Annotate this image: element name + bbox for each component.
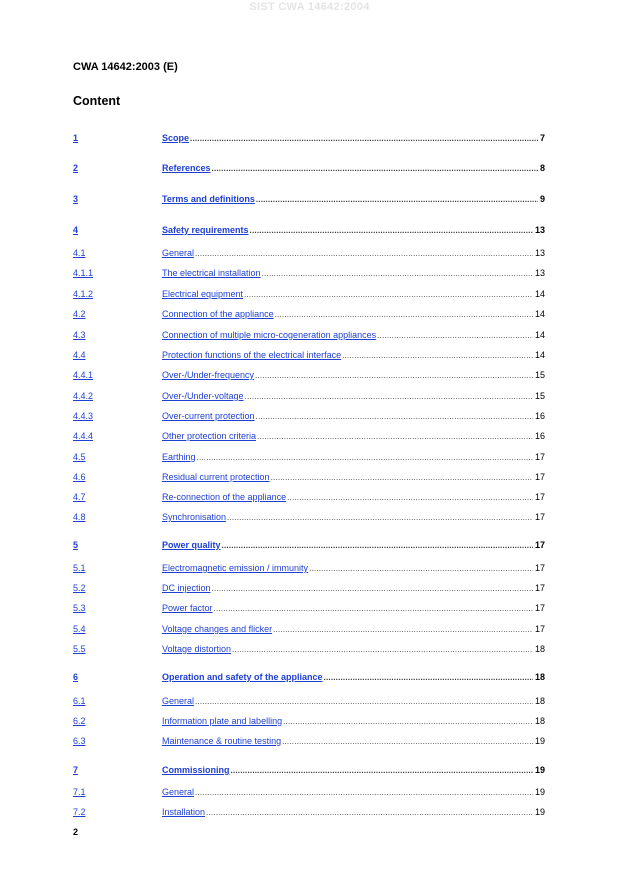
toc-entry-title-link[interactable]: General	[162, 696, 195, 706]
toc-entry-number-link[interactable]: 4.7	[73, 492, 86, 502]
toc-entry-number-link[interactable]: 4.3	[73, 330, 86, 340]
toc-entry-title-link[interactable]: Scope	[162, 133, 190, 143]
toc-entry	[73, 562, 545, 574]
toc-entry-page: 13	[534, 225, 545, 235]
toc-entry-line	[162, 643, 545, 656]
toc-entry-page: 17	[534, 452, 545, 462]
toc-entry-page: 16	[534, 411, 545, 421]
toc-dot-leader	[287, 492, 533, 504]
toc-entry	[73, 643, 545, 655]
toc-dot-leader	[195, 248, 533, 260]
toc-entry-number-link[interactable]: 4.5	[73, 452, 86, 462]
toc-entry	[73, 735, 545, 747]
toc-entry-number-link[interactable]: 4.6	[73, 472, 86, 482]
toc-entry-line	[162, 511, 545, 524]
toc-entry-title-link[interactable]: Over-/Under-frequency	[162, 370, 255, 380]
toc-entry-line	[162, 193, 545, 206]
toc-dot-leader	[256, 411, 533, 423]
toc-entry	[73, 162, 545, 174]
toc-entry-line	[162, 267, 545, 280]
watermark: SIST CWA 14642:2004	[249, 1, 370, 13]
toc-entry-page: 15	[534, 370, 545, 380]
toc-dot-leader	[262, 268, 533, 280]
toc-entry-number-link[interactable]: 4	[73, 225, 79, 235]
toc-dot-leader	[244, 289, 533, 301]
toc-entry-title-link[interactable]: Over-current protection	[162, 411, 255, 421]
toc-entry-number-link[interactable]: 4.1	[73, 248, 86, 258]
toc-entry-line	[162, 671, 545, 684]
toc-entry	[73, 430, 545, 442]
toc-entry-page: 18	[534, 696, 545, 706]
toc-entry-page: 18	[534, 716, 545, 726]
toc-entry-page: 18	[534, 672, 545, 682]
toc-entry	[73, 224, 545, 236]
toc-entry-line	[162, 247, 545, 260]
content-heading: Content	[73, 94, 121, 108]
toc-dot-leader	[324, 672, 533, 684]
toc-entry	[73, 602, 545, 614]
toc-entry-title-link[interactable]: Voltage changes and flicker	[162, 624, 273, 634]
toc-entry-page: 19	[534, 807, 545, 817]
toc-dot-leader	[275, 309, 533, 321]
toc-entry-title-link[interactable]: Commissioning	[162, 765, 230, 775]
toc-entry-title-link[interactable]: Power factor	[162, 603, 213, 613]
toc-entry-title-link[interactable]: Power quality	[162, 540, 221, 550]
toc-entry-title-link[interactable]: Connection of multiple micro-cogeneration appliances	[162, 330, 377, 340]
toc-entry-number-link[interactable]: 4.4.4	[73, 431, 94, 441]
toc-dot-leader	[342, 350, 533, 362]
toc-entry-number-link[interactable]: 5.3	[73, 603, 86, 613]
toc-entry-title-link[interactable]: References	[162, 163, 211, 173]
toc-entry-number-link[interactable]: 3	[73, 194, 79, 204]
toc-dot-leader	[231, 765, 533, 777]
toc-entry-line	[162, 695, 545, 708]
toc-entry-page: 17	[534, 492, 545, 502]
toc-entry-title-link[interactable]: Over-/Under-voltage	[162, 391, 244, 401]
toc-entry-page: 8	[539, 163, 545, 173]
toc-entry	[73, 786, 545, 798]
toc-dot-leader	[227, 512, 533, 524]
toc-entry-title-link[interactable]: Maintenance & routine testing	[162, 736, 282, 746]
toc-entry-page: 14	[534, 309, 545, 319]
toc-dot-leader	[197, 452, 533, 464]
toc-entry-line	[162, 764, 545, 777]
toc-dot-leader	[222, 540, 533, 552]
toc-entry-title-link[interactable]: Information plate and labelling	[162, 716, 283, 726]
toc-entry	[73, 623, 545, 635]
toc-entry-title-link[interactable]: Terms and definitions	[162, 194, 255, 204]
toc-entry-number-link[interactable]: 6.3	[73, 736, 86, 746]
toc-entry-line	[162, 602, 545, 615]
toc-entry-title-link[interactable]: Connection of the appliance	[162, 309, 274, 319]
toc-entry-page: 15	[534, 391, 545, 401]
toc-dot-leader	[190, 133, 538, 145]
toc-entry-line	[162, 539, 545, 552]
toc-entry-number-link[interactable]: 4.1.1	[73, 268, 94, 278]
toc-entry	[73, 288, 545, 300]
toc-entry-title-link[interactable]: Voltage distortion	[162, 644, 232, 654]
toc-entry-line	[162, 224, 545, 237]
toc-dot-leader	[255, 370, 533, 382]
toc-entry	[73, 369, 545, 381]
toc-entry-line	[162, 623, 545, 636]
toc-entry-number-link[interactable]: 5	[73, 540, 79, 550]
toc-entry-title-link[interactable]: Earthing	[162, 452, 196, 462]
toc-entry-page: 17	[534, 472, 545, 482]
toc-entry-page: 13	[534, 268, 545, 278]
toc-entry-title-link[interactable]: General	[162, 248, 195, 258]
toc-entry	[73, 193, 545, 205]
toc-entry-number-link[interactable]: 6.2	[73, 716, 86, 726]
toc-entry	[73, 410, 545, 422]
toc-entry-number-link[interactable]: 2	[73, 163, 79, 173]
toc-entry-page: 14	[534, 330, 545, 340]
toc-entry-line	[162, 715, 545, 728]
toc-entry-line	[162, 451, 545, 464]
toc-entry-title-link[interactable]: The electrical installation	[162, 268, 261, 278]
toc-entry-number-link[interactable]: 5.5	[73, 644, 86, 654]
toc-dot-leader	[257, 431, 533, 443]
toc-entry-page: 17	[534, 540, 545, 550]
toc-entry-page: 7	[539, 133, 545, 143]
toc-entry-number-link[interactable]: 5.2	[73, 583, 86, 593]
toc-dot-leader	[256, 194, 538, 206]
toc-entry-line	[162, 582, 545, 595]
toc-entry-line	[162, 562, 545, 575]
toc-entry	[73, 132, 545, 144]
toc-entry	[73, 715, 545, 727]
toc-entry	[73, 329, 545, 341]
toc-entry-line	[162, 132, 545, 145]
toc-entry-line	[162, 369, 545, 382]
toc-dot-leader	[195, 696, 533, 708]
toc-dot-leader	[271, 472, 533, 484]
toc-entry-page: 17	[534, 512, 545, 522]
toc-entry-line	[162, 288, 545, 301]
toc-entry-line	[162, 349, 545, 362]
toc-entry	[73, 308, 545, 320]
toc-entry-page: 19	[534, 736, 545, 746]
toc-entry-line	[162, 308, 545, 321]
toc-entry	[73, 764, 545, 776]
toc-entry-number-link[interactable]: 4.1.2	[73, 289, 94, 299]
toc-entry-line	[162, 410, 545, 423]
toc-entry-title-link[interactable]: Synchronisation	[162, 512, 227, 522]
toc-dot-leader	[273, 624, 533, 636]
toc-entry-number-link[interactable]: 7.1	[73, 787, 86, 797]
toc-entry	[73, 451, 545, 463]
toc-entry-title-link[interactable]: Re-connection of the appliance	[162, 492, 287, 502]
toc-entry-number-link[interactable]: 4.8	[73, 512, 86, 522]
toc-dot-leader	[245, 391, 533, 403]
toc-entry	[73, 390, 545, 402]
toc-entry-line	[162, 390, 545, 403]
toc-entry-line	[162, 329, 545, 342]
toc-entry-number-link[interactable]: 4.4.2	[73, 391, 94, 401]
toc-entry-page: 9	[539, 194, 545, 204]
toc-entry-title-link[interactable]: Operation and safety of the appliance	[162, 672, 323, 682]
toc-entry-number-link[interactable]: 5.1	[73, 563, 86, 573]
toc-dot-leader	[309, 563, 533, 575]
page-number: 2	[73, 827, 79, 837]
toc-entry	[73, 582, 545, 594]
toc-dot-leader	[232, 644, 533, 656]
toc-entry-number-link[interactable]: 1	[73, 133, 79, 143]
toc-entry-page: 17	[534, 624, 545, 634]
toc-dot-leader	[212, 163, 538, 175]
toc-entry-title-link[interactable]: DC injection	[162, 583, 211, 593]
toc-entry-line	[162, 471, 545, 484]
toc-entry-number-link[interactable]: 4.2	[73, 309, 86, 319]
toc-entry-number-link[interactable]: 7	[73, 765, 79, 775]
toc-dot-leader	[206, 807, 533, 819]
toc-entry-line	[162, 806, 545, 819]
toc-entry	[73, 806, 545, 818]
toc-entry-page: 18	[534, 644, 545, 654]
toc-entry-page: 14	[534, 289, 545, 299]
toc-dot-leader	[377, 330, 533, 342]
toc-entry-number-link[interactable]: 4.4	[73, 350, 86, 360]
toc-entry-line	[162, 491, 545, 504]
toc-entry	[73, 247, 545, 259]
toc-entry-title-link[interactable]: Protection functions of the electrical interface	[162, 350, 342, 360]
toc-entry-page: 19	[534, 787, 545, 797]
toc-entry-number-link[interactable]: 4.4.1	[73, 370, 94, 380]
toc-entry	[73, 511, 545, 523]
toc-dot-leader	[195, 787, 533, 799]
toc-entry-number-link[interactable]: 4.4.3	[73, 411, 94, 421]
toc-entry	[73, 539, 545, 551]
toc-entry-page: 14	[534, 350, 545, 360]
toc-entry-page: 13	[534, 248, 545, 258]
toc-entry-number-link[interactable]: 6.1	[73, 696, 86, 706]
toc-entry	[73, 695, 545, 707]
toc-entry-number-link[interactable]: 6	[73, 672, 79, 682]
toc-entry-title-link[interactable]: Other protection criteria	[162, 431, 257, 441]
toc-entry-page: 19	[534, 765, 545, 775]
toc-entry	[73, 349, 545, 361]
toc-entry-title-link[interactable]: General	[162, 787, 195, 797]
toc-entry-title-link[interactable]: Residual current protection	[162, 472, 270, 482]
toc-entry	[73, 267, 545, 279]
toc-entry-line	[162, 735, 545, 748]
toc-dot-leader	[283, 716, 533, 728]
toc-dot-leader	[250, 225, 533, 237]
toc-entry-line	[162, 786, 545, 799]
toc-entry-title-link[interactable]: Electromagnetic emission / immunity	[162, 563, 309, 573]
toc-entry-title-link[interactable]: Electrical equipment	[162, 289, 244, 299]
toc-entry-number-link[interactable]: 7.2	[73, 807, 86, 817]
toc-dot-leader	[282, 736, 533, 748]
toc-entry-page: 17	[534, 603, 545, 613]
toc-entry-page: 17	[534, 563, 545, 573]
document-id: CWA 14642:2003 (E)	[73, 61, 178, 73]
toc-entry-line	[162, 162, 545, 175]
toc-dot-leader	[214, 603, 533, 615]
toc-dot-leader	[212, 583, 533, 595]
toc-entry-line	[162, 430, 545, 443]
toc-entry-page: 16	[534, 431, 545, 441]
toc-entry-title-link[interactable]: Safety requirements	[162, 225, 249, 235]
toc-entry-title-link[interactable]: Installation	[162, 807, 206, 817]
toc-entry	[73, 491, 545, 503]
toc-entry	[73, 471, 545, 483]
toc-entry-page: 17	[534, 583, 545, 593]
toc-entry	[73, 671, 545, 683]
toc-entry-number-link[interactable]: 5.4	[73, 624, 86, 634]
